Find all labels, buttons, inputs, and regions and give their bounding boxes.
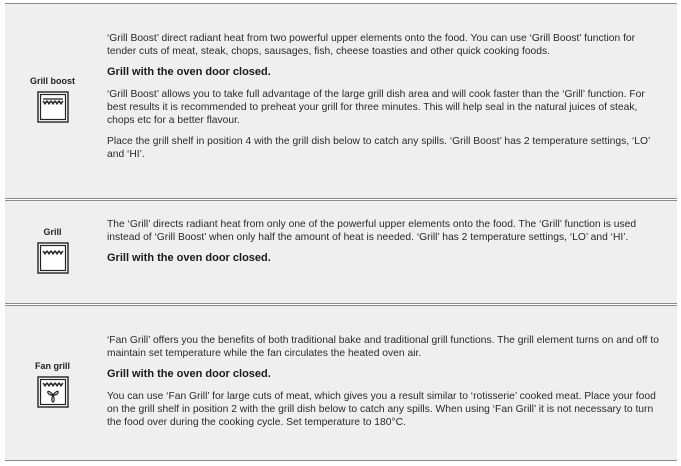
fan-grill-label: Fan grill [34, 361, 70, 371]
grill-label: Grill [43, 227, 62, 237]
fan-grill-content [107, 334, 667, 437]
divider [5, 303, 677, 304]
grill-boost-label-column [5, 76, 100, 123]
grill-boost-paragraph-3: Place the grill shelf in position 4 with the grill dish below to catch any spills. ‘Grill Boost’ has 2 temperature settings, ‘LO’ and ‘HI’. [107, 136, 650, 161]
grill-boost-paragraph-2: ‘Grill Boost’ allows you to take full advantage of the large grill dish area and will cook faster than the ‘Grill’ function. For best results it is recommended to preheat your grill for three minutes. This will help seal in the natural juices of steak, chops etc for a better flavour. [107, 88, 645, 127]
fan-grill-paragraph-2: You can use ‘Fan Grill’ for large cuts of meat, which gives you a result similar to ‘rotisserie’ cooked meat. Place your food on the grill shelf in position 2 with the grill dish below to catch any spills. When using ‘Fan Grill’ it is not necessary to turn the food over during the cooking cycle. Set temperature to 180°C. [107, 390, 656, 429]
grill-icon [37, 242, 69, 274]
fan-grill-paragraph-1: ‘Fan Grill’ offers you the benefits of both traditional bake and traditional grill functions. The grill element turns on and off to maintain set temperature while the fan circulates the heated oven air. [107, 335, 659, 360]
grill-boost-door-note: Grill with the oven door closed. [107, 66, 271, 79]
grill-boost-section [5, 3, 677, 198]
grill-boost-icon [37, 91, 69, 123]
fan-grill-label-column [5, 361, 100, 408]
grill-content [107, 218, 667, 274]
fan-grill-icon [37, 376, 69, 408]
fan-grill-section [5, 305, 677, 461]
divider [5, 198, 677, 199]
grill-door-note: Grill with the oven door closed. [107, 252, 271, 265]
grill-boost-label: Grill boost [30, 76, 75, 86]
grill-label-column [5, 227, 100, 274]
grill-section [5, 200, 677, 303]
grill-boost-paragraph-1: ‘Grill Boost’ direct radiant heat from two powerful upper elements onto the food. You can use ‘Grill Boost’ function for tender cuts of meat, steak, chops, sausages, fish, cheese toasties and other quick cooking foods. [107, 33, 636, 58]
fan-grill-door-note: Grill with the oven door closed. [107, 368, 271, 381]
grill-boost-content [107, 32, 667, 170]
grill-paragraph-1: The ‘Grill’ directs radiant heat from only one of the powerful upper elements onto the food. The ‘Grill’ function is used instead of ‘Grill Boost’ when only half the amount of heat is needed. ‘Grill’ has 2 temperature settings, ‘LO’ and ‘HI’. [107, 219, 637, 244]
